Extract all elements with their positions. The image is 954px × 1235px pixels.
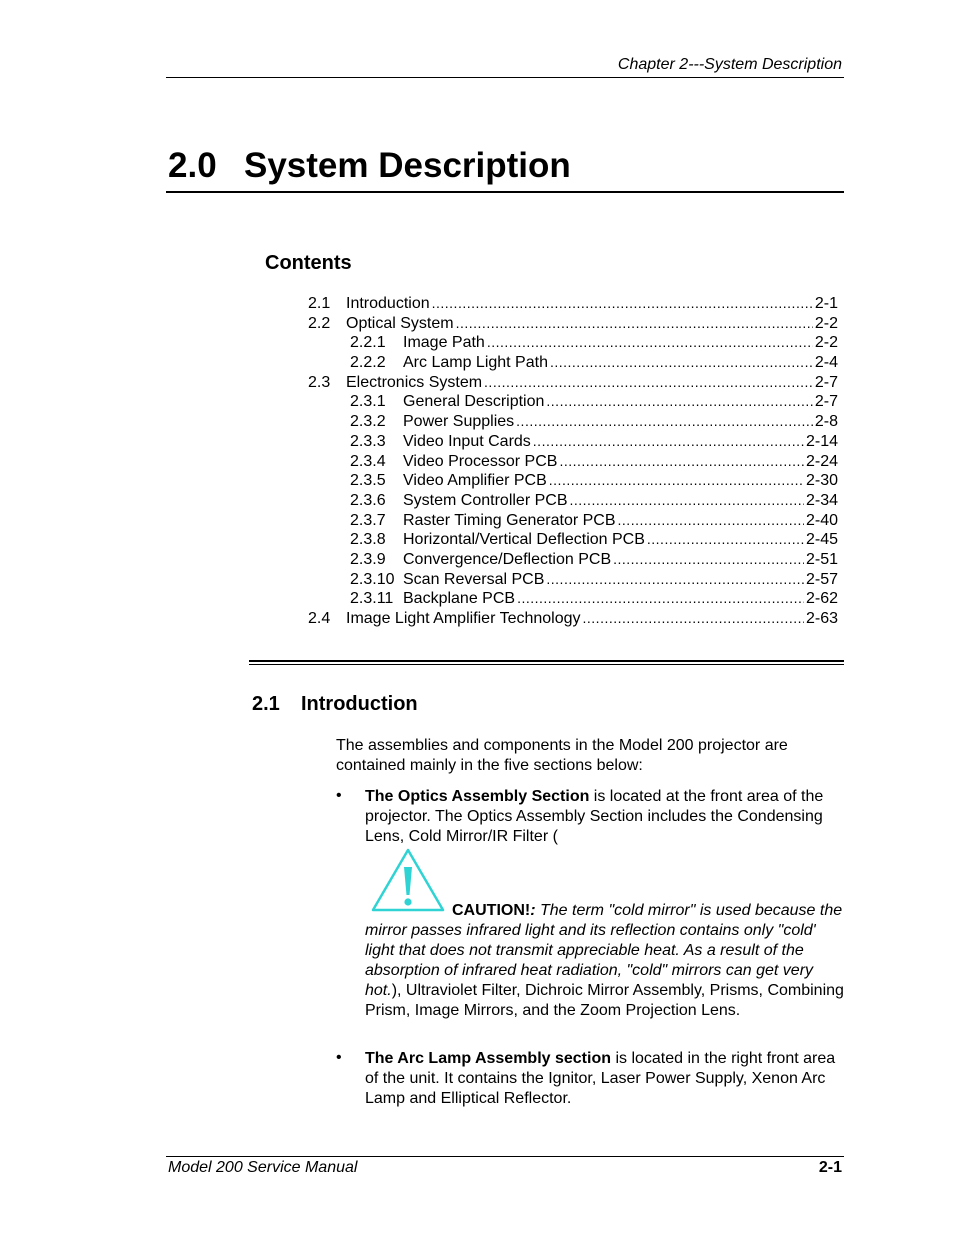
contents-title: Contents (265, 252, 352, 274)
footer-page-number: 2-1 (818, 1159, 842, 1176)
toc-title: Video Input Cards (403, 432, 531, 450)
caution-colon: : (530, 902, 536, 919)
toc-number: 2.3.5 (350, 472, 386, 490)
toc-page: 2-14 (805, 432, 838, 450)
toc-leader (570, 491, 804, 511)
toc-page: 2-7 (814, 393, 838, 411)
toc-title: Image Light Amplifier Technology (346, 610, 581, 627)
toc-leader (583, 609, 804, 629)
toc-entry[interactable] (308, 471, 838, 491)
toc-leader (533, 432, 804, 452)
toc-leader (432, 294, 813, 314)
toc-leader (647, 530, 804, 550)
toc-leader (484, 373, 813, 393)
caution-label: CAUTION! (452, 902, 531, 919)
chapter-heading-rule (166, 191, 844, 193)
toc-number: 2.3.8 (350, 531, 386, 549)
toc-title: Video Amplifier PCB (403, 472, 547, 490)
toc-page: 2-2 (814, 334, 838, 352)
section-divider-thick (249, 660, 844, 662)
toc-entry[interactable] (308, 314, 838, 334)
optics-assembly-text: is located at the front area of the projector. The Optics Assembly Section includes the Condensing Lens, Cold Mirror/IR Filter ( (365, 788, 824, 845)
toc-entry[interactable] (308, 530, 838, 550)
section-divider-thin (249, 664, 844, 665)
toc-page: 2-7 (814, 373, 838, 391)
arc-lamp-assembly-term: The Arc Lamp Assembly section (365, 1050, 611, 1067)
toc-page: 2-63 (805, 610, 838, 627)
chapter-heading (168, 146, 571, 186)
toc-entry[interactable] (308, 452, 838, 472)
toc-leader (550, 353, 813, 373)
intro-paragraph: The assemblies and components in the Model 200 projector are contained mainly in the five sections below: (336, 737, 788, 774)
toc-number: 2.3.2 (350, 413, 386, 431)
toc-entry[interactable] (308, 550, 838, 570)
toc-leader (456, 314, 813, 334)
toc-title: System Controller PCB (403, 491, 568, 509)
toc-entry[interactable] (308, 609, 838, 629)
toc-leader (517, 589, 804, 609)
toc-title: Electronics System (346, 373, 483, 391)
bullet-marker: • (336, 1049, 342, 1066)
bullet-marker: • (336, 787, 342, 804)
toc-number: 2.2.2 (350, 354, 386, 372)
toc-leader (618, 511, 804, 531)
toc-page: 2-34 (805, 491, 838, 509)
toc-page: 2-2 (814, 314, 838, 332)
toc-title: Horizontal/Vertical Deflection PCB (403, 531, 645, 549)
toc-leader (546, 392, 812, 412)
section-title: Introduction (301, 693, 418, 715)
bullet-optics-assembly-lead (365, 787, 845, 847)
toc-title: Image Path (403, 334, 485, 352)
toc-entry[interactable] (308, 294, 838, 314)
toc-title: General Description (403, 393, 545, 411)
running-header: Chapter 2---System Description (617, 56, 842, 73)
arc-lamp-assembly-text: is located in the right front area of the unit. It contains the Ignitor, Laser Power Supply, Xenon Arc Lamp and Elliptical Reflector. (365, 1050, 836, 1107)
toc-page: 2-24 (805, 452, 838, 470)
toc-title: Video Processor PCB (403, 452, 558, 470)
toc-leader (559, 452, 804, 472)
header-rule (166, 77, 844, 78)
toc-number: 2.3.6 (350, 491, 386, 509)
toc-number: 2.3.1 (350, 393, 386, 411)
toc-number: 2.3.10 (350, 570, 395, 588)
bullet-arc-lamp-assembly (365, 1049, 845, 1109)
toc-entry[interactable] (308, 333, 838, 353)
toc-number: 2.3.4 (350, 452, 386, 470)
toc-number: 2.4 (308, 610, 331, 627)
toc-entry[interactable] (308, 373, 838, 393)
toc-title: Power Supplies (403, 413, 515, 431)
toc-entry[interactable] (308, 432, 838, 452)
toc-page: 2-51 (805, 550, 838, 568)
toc-leader (487, 333, 813, 353)
toc-entry[interactable] (308, 589, 838, 609)
toc-leader (613, 550, 804, 570)
toc-number: 2.3.7 (350, 511, 386, 529)
toc-entry[interactable] (308, 392, 838, 412)
caution-text: The term "cold mirror" is used because the mirror passes infrared light and its reflection contains only "cold' light that does not transmit appreciable heat. As a result of the absorption of infrared heat radiation, "cold" mirrors can get very hot. (365, 902, 843, 999)
toc-entry[interactable] (308, 491, 838, 511)
optics-assembly-term: The Optics Assembly Section (365, 788, 590, 805)
toc-entry[interactable] (308, 511, 838, 531)
toc-title: Convergence/Deflection PCB (403, 550, 612, 568)
chapter-number: 2.0 (168, 146, 217, 185)
toc-title: Scan Reversal PCB (403, 570, 545, 588)
toc-number: 2.2.1 (350, 334, 386, 352)
toc-page: 2-57 (805, 570, 838, 588)
toc-entry[interactable] (308, 570, 838, 590)
table-of-contents (308, 294, 838, 629)
toc-number: 2.3.3 (350, 432, 386, 450)
toc-title: Optical System (346, 314, 454, 332)
toc-leader (516, 412, 813, 432)
footer-rule (166, 1156, 844, 1157)
caution-note (365, 901, 845, 1021)
toc-title: Backplane PCB (403, 590, 516, 608)
toc-page: 2-4 (814, 354, 838, 372)
toc-title: Introduction (346, 295, 430, 312)
toc-title: Raster Timing Generator PCB (403, 511, 616, 529)
toc-page: 2-8 (814, 413, 838, 431)
toc-number: 2.2 (308, 314, 331, 332)
chapter-title: System Description (244, 146, 571, 185)
toc-number: 2.3.9 (350, 550, 386, 568)
section-heading (252, 693, 418, 716)
toc-page: 2-62 (805, 590, 838, 608)
toc-title: Arc Lamp Light Path (403, 354, 548, 372)
toc-number: 2.1 (308, 295, 331, 312)
toc-leader (546, 570, 804, 590)
toc-page: 2-30 (805, 472, 838, 490)
toc-page: 2-40 (805, 511, 838, 529)
section-number: 2.1 (252, 693, 280, 715)
footer-manual-title: Model 200 Service Manual (168, 1159, 358, 1176)
toc-entry[interactable] (308, 412, 838, 432)
toc-number: 2.3.11 (350, 590, 394, 608)
optics-assembly-text-continued: ), Ultraviolet Filter, Dichroic Mirror Assembly, Prisms, Combining Prism, Image Mirrors, and the Zoom Projection Lens. (365, 982, 844, 1019)
toc-page: 2-45 (805, 531, 838, 549)
toc-number: 2.3 (308, 373, 331, 391)
toc-entry[interactable] (308, 353, 838, 373)
toc-leader (549, 471, 804, 491)
toc-page: 2-1 (814, 295, 838, 312)
